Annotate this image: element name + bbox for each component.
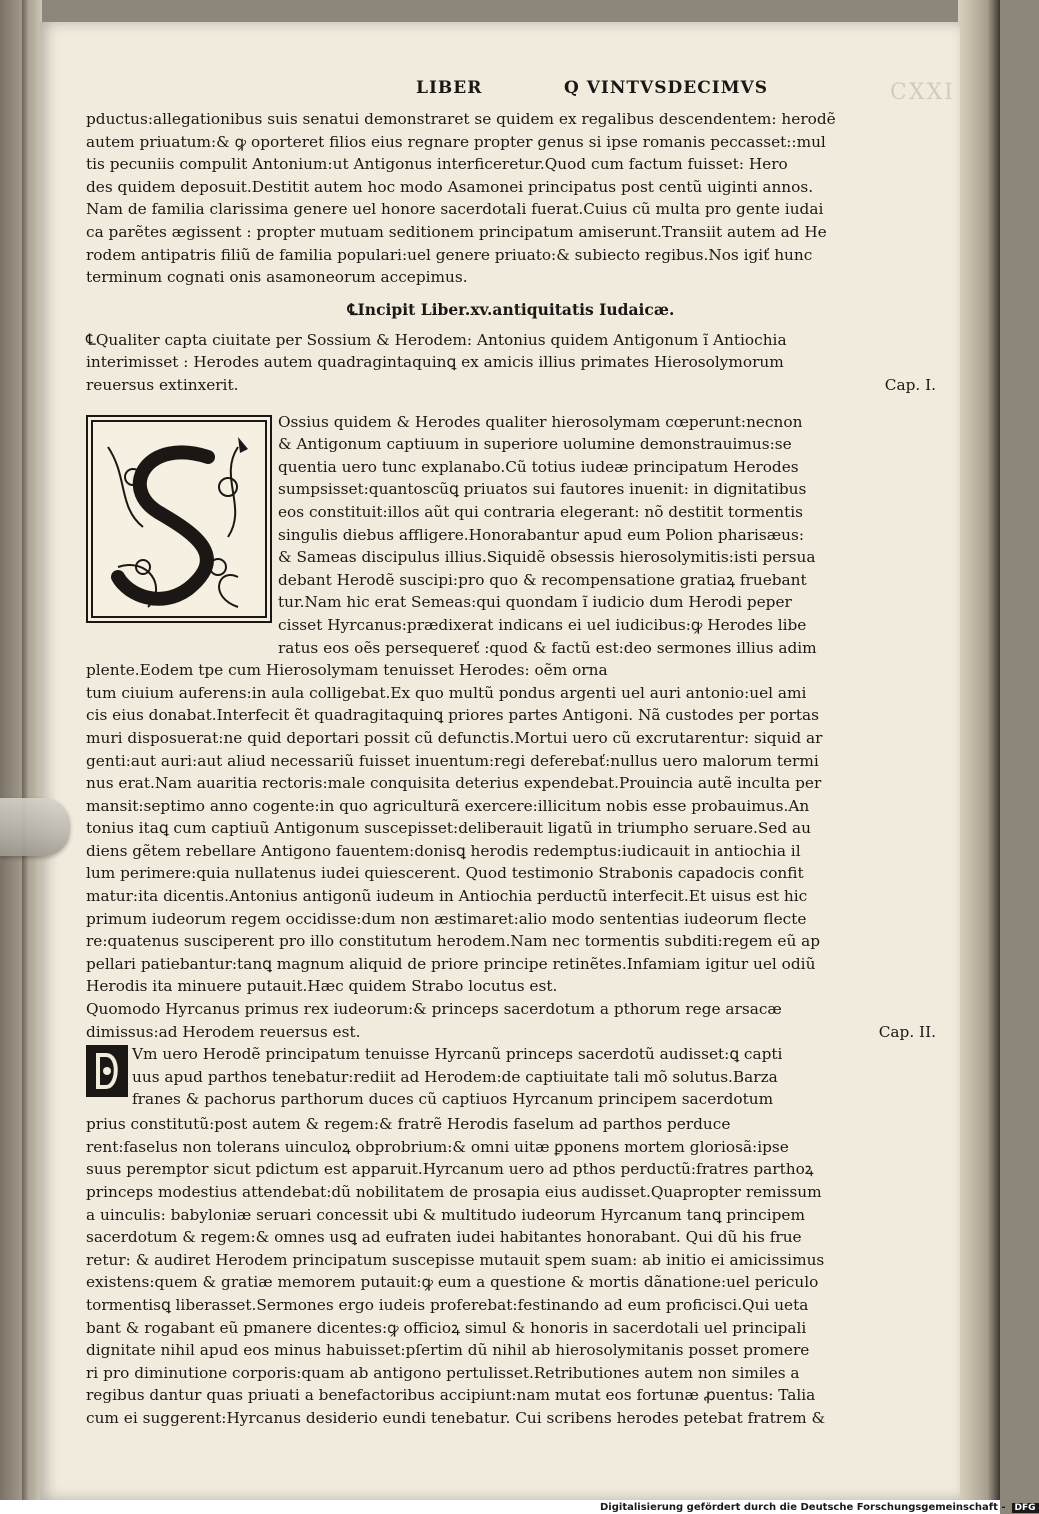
chapter1-heading (86, 329, 936, 397)
running-header (86, 78, 936, 108)
text-line: rodem antipatris filiũ de familia populari:uel genere priuato:& subiecto regibus.Nos igiť hunc (86, 245, 813, 264)
chapter2-number: Cap. II. (878, 1022, 936, 1041)
text-line: Ossius quidem & Herodes qualiter hierosolymam cœperunt:necnon (278, 412, 803, 431)
heading-line (86, 1021, 936, 1044)
text-line: ri pro diminutione corporis:quam ab antigono pertulisset.Retributiones autem non similes a (86, 1363, 800, 1382)
text-line: existens:quem & gratiæ memorem putauit:ꝙ eum a questione & mortis dãnatione:uel periculo (86, 1273, 819, 1292)
text-line: tur.Nam hic erat Semeas:qui quondam ĩ iudicio dum Herodi peper (278, 593, 792, 612)
decorated-initial-s-icon (86, 415, 272, 623)
text-line: tonius itaꝗ cum captiuũ Antigonum suscepisset:deliberauit ligatũ in triumpho seruare.Sed au (86, 819, 812, 838)
text-line: eos constituit:illos aũt qui contraria elegerant: nõ destitit tormentis (278, 502, 804, 521)
text-line: mansit:septimo anno cogente:in quo agriculturã exercere:illicitum nobis esse probauimus.An (86, 796, 810, 815)
header-right: Q VINTVSDECIMVS (564, 78, 768, 98)
text-line: re:quatenus susciperent pro illo constitutum herodem.Nam nec tormentis subditi:regem eũ ap (86, 932, 821, 951)
text-line: debant Herodẽ suscipi:pro quo & recompensatione gratiaꝝ fruebant (278, 570, 807, 589)
text-line: singulis diebus affligere.Honorabantur apud eum Polion pharisæus: (278, 525, 804, 544)
text-line: dignitate nihil apud eos minus habuisset:pſertim dũ nihil ab hierosolymitanis posset promere (86, 1341, 810, 1360)
text-block-top (86, 108, 936, 289)
text-beside-initial (278, 411, 936, 637)
text-line: matur:ita dicentis.Antonius antigonũ iudeum in Antiochia perductũ interfecit.Et uisus est hic (86, 887, 808, 906)
bleed-through-text: CXXI (890, 80, 955, 105)
text-line: genti:aut auri:aut aliud necessariũ fuisset inuentum:regi deferebať:nullus uero malorum termi (86, 751, 819, 770)
header-left: LIBER (416, 78, 483, 98)
text-line: ca parẽtes ægissent : propter mutuam seditionem principatum amiserunt.Transiit autem ad He (86, 222, 827, 241)
text-line: terminum cognati onis asamoneorum accepimus. (86, 268, 468, 287)
chapter1-opening (86, 411, 936, 637)
text-line: cis eius donabat.Interfecit ẽt quadragitaquinꝗ priores partes Antigoni. Nã custodes per portas (86, 706, 819, 725)
decorated-initial-d-icon (86, 1045, 128, 1097)
text-line: suus peremptor sicut pdictum est apparuit.Hyrcanum uero ad pthos perductũ:fratres parthoꝝ (86, 1160, 814, 1179)
incipit-heading: ℄Incipit Liber.xv.antiquitatis Iudaicæ. (347, 299, 675, 319)
text-line: Nam de familia clarissima genere uel honore sacerdotali fuerat.Cuius cũ multa pro gente iudai (86, 200, 824, 219)
chapter2-heading (86, 998, 936, 1043)
text-block-chapter2 (86, 1113, 936, 1429)
chapter2-opening (86, 1043, 936, 1113)
text-line: franes & pachorus parthorum duces cũ captiuos Hyrcanum principem sacerdotum (132, 1090, 774, 1109)
text-line: sacerdotum & regem:& omnes usꝗ ad eufraten iudei habitantes honorabant. Qui dũ his frue (86, 1228, 802, 1247)
text-line: plente.Eodem tpe cum Hierosolymam tenuisset Herodes: oẽm orna (86, 661, 608, 680)
text-line: cum ei suggerent:Hyrcanus desiderio eundi tenebatur. Cui scribens herodes petebat fratrem & (86, 1408, 826, 1427)
text-line: princeps modestius attendebat:dũ nobilitatem de prosapia eius audisset.Quapropter remissum (86, 1183, 822, 1201)
heading-line: ℄Qualiter capta ciuitate per Sossium & Herodem: Antonius quidem Antigonum ĩ Antiochia (86, 330, 787, 349)
text-line: regibus dantur quas priuati a benefactoribus accipiunt:nam mutat eos fortunæ ꝓuentus: Talia (86, 1386, 816, 1405)
footer-text: Digitalisierung gefördert durch die Deutsche Forschungsgemeinschaft - (600, 1502, 1006, 1513)
text-block-chapter1 (86, 637, 936, 999)
dfg-logo: DFG (1012, 1503, 1039, 1513)
spine-shadow (22, 0, 28, 1500)
text-line: pductus:allegationibus suis senatui demonstraret se quidem ex regalibus descendentem: herodẽ (86, 110, 836, 128)
text-line: pellari patiebantur:tanꝗ magnum aliquid de priore principe retinẽtes.Infamiam igitur uel odiũ (86, 954, 816, 973)
text-line: autem priuatum:& ꝙ oporteret filios eius regnare propter genus si ipse romanis peccasset::mul (86, 132, 826, 151)
text-line: nus erat.Nam auaritia rectoris:male conquisita deterius expendebat.Prouincia autẽ inculta per (86, 774, 822, 793)
heading-line: interimisset : Herodes autem quadragintaquinꝗ ex amicis illius primates Hierosolymorum (86, 353, 784, 372)
heading-line-end: reuersus extinxerit. (86, 375, 239, 394)
text-line: retur: & audiret Herodem principatum suscepisse mutauit spem suam: ab initio ei amicissimus (86, 1250, 825, 1269)
text-line: uus apud parthos tenebatur:rediit ad Herodem:de captiuitate tali mõ solutus.Barza (132, 1067, 778, 1086)
text-beside-initial-d (132, 1043, 936, 1111)
text-line: lum perimere:quia nullatenus iudei quiescerent. Quod testimonio Strabonis capadocis confit (86, 864, 804, 883)
text-line: tormentisꝗ liberasset.Sermones ergo iudeis proferebat:festinando ad eum proficisci.Qui ueta (86, 1295, 809, 1314)
page-content (86, 78, 936, 1430)
heading-line-end: dimissus:ad Herodem reuersus est. (86, 1022, 361, 1041)
text-line: Vm uero Herodẽ principatum tenuisse Hyrcanũ princeps sacerdotũ audisset:ꝗ capti (132, 1045, 783, 1064)
page-fore-edge (958, 0, 1000, 1500)
text-line: quentia uero tunc explanabo.Cũ totius iudeæ principatum Herodes (278, 457, 799, 476)
heading-line: Quomodo Hyrcanus primus rex iudeorum:& princeps sacerdotum a pthorum rege arsacæ (86, 1000, 782, 1019)
book-spine (0, 0, 42, 1500)
text-line: & Antigonum captiuum in superiore uolumine demonstrauimus:se (278, 435, 792, 454)
text-line: ratus eos oẽs persequereť :quod & factũ est:deo sermones illius adim (278, 638, 817, 657)
heading-line (86, 374, 936, 397)
text-line: Herodis ita minuere putauit.Hæc quidem Strabo locutus est. (86, 977, 558, 996)
text-line: tum ciuium auferens:in aula colligebat.Ex quo multũ pondus argenti uel auri antonio:uel ami (86, 683, 807, 702)
text-line: prius constitutũ:post autem & regem:& fratrẽ Herodis faselum ad parthos perduce (86, 1115, 731, 1134)
text-line: des quidem deposuit.Destitit autem hoc modo Asamonei principatus post centũ uiginti annos. (86, 177, 814, 196)
text-line: muri disposuerat:ne quid deportari possit cũ defunctis.Mortui uero cũ excrutarentur: siquid ar (86, 728, 823, 747)
text-line: a uinculis: babyloniæ seruari concessit ubi & multitudo iudeorum Hyrcanum tanꝗ principem (86, 1205, 805, 1224)
text-line: & Sameas discipulus illius.Siquidẽ obsessis hierosolymitis:isti persua (278, 548, 816, 567)
bookmark-clip (0, 798, 70, 856)
text-line: rent:faselus non tolerans uinculoꝝ obprobrium:& omni uitæ ꝑponens mortem gloriosã:ipse (86, 1137, 789, 1156)
chapter1-number: Cap. I. (884, 375, 936, 394)
text-line: bant & rogabant eũ pmanere dicentes:ꝙ officioꝝ simul & honoris in sacerdotali uel principali (86, 1318, 807, 1337)
text-line: diens gẽtem rebellare Antigono fauentem:donisꝗ herodis redemptus:iudicauit in antiochia il (86, 841, 801, 860)
text-line: cisset Hyrcanus:prædixerat indicans ei uel iudicibus:ꝙ Herodes libe (278, 615, 807, 634)
digitization-footer (600, 1502, 1039, 1513)
text-line: sumpsisset:quantoscũꝗ priuatos sui fautores inuenit: in dignitatibus (278, 480, 807, 499)
text-line: primum iudeorum regem occidisse:dum non æstimaret:alio modo sententias iudeorum flecte (86, 909, 807, 928)
text-line: tis pecuniis compulit Antonium:ut Antigonus interficeretur.Quod cum factum fuisset: Hero (86, 155, 788, 174)
